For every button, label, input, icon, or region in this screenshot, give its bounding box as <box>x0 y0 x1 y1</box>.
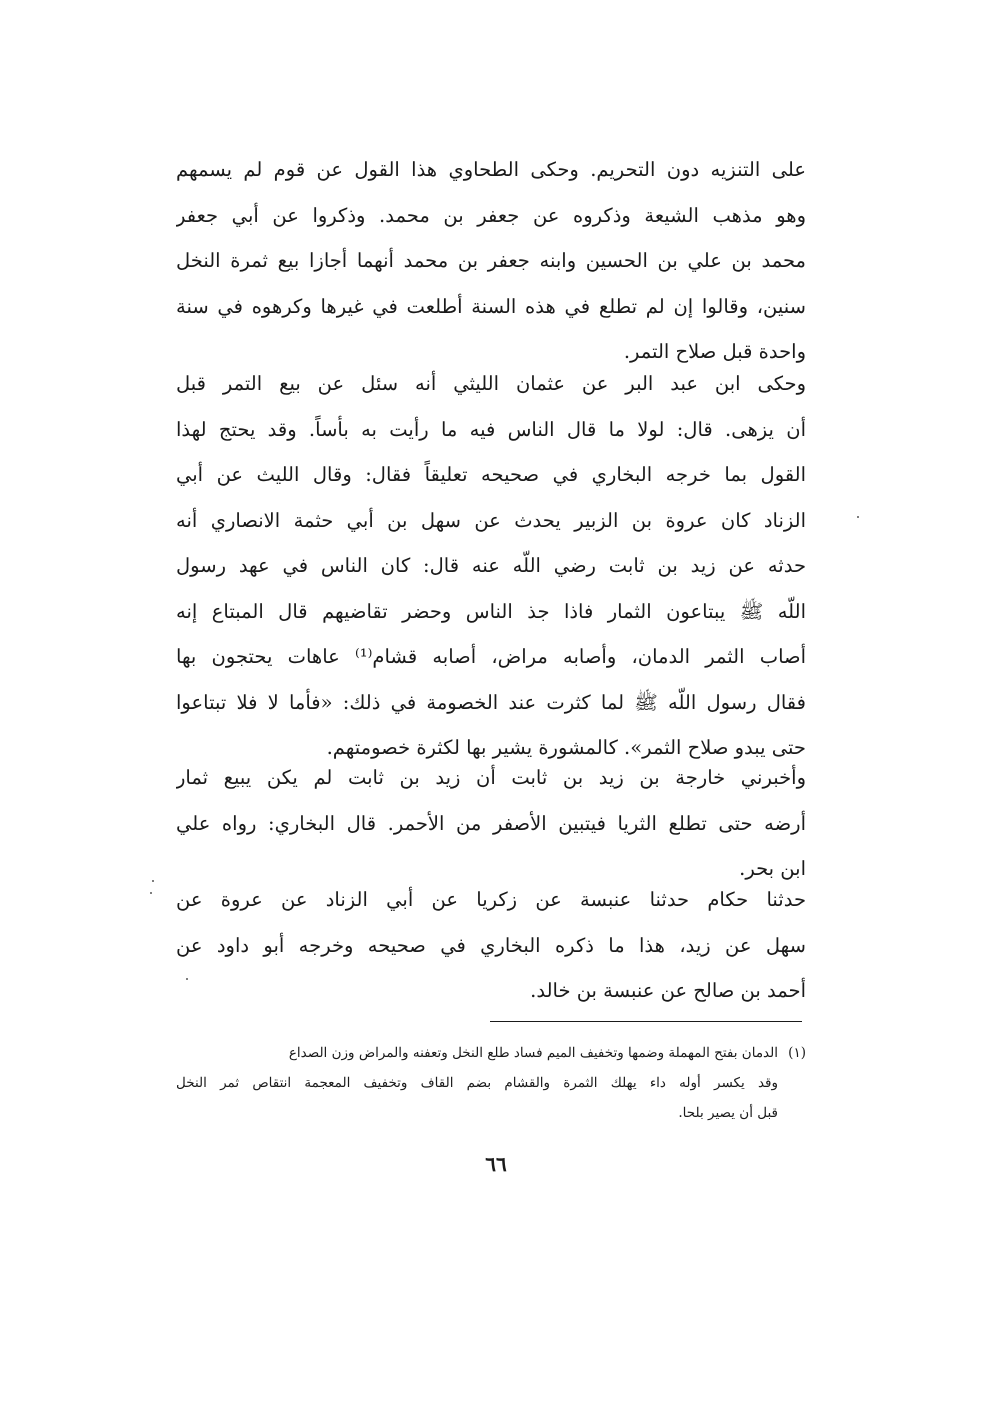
paragraph-line: وأخبرني خارجة بن زيد بن ثابت أن زيد بن ثابت لم يكن يبيع ثمار <box>176 766 806 789</box>
paragraph-line: على التنزيه دون التحريم. وحكى الطحاوي هذا القول عن قوم لم يسمهم <box>176 158 806 181</box>
footnote <box>176 1038 806 1128</box>
footnote-marker: (١) <box>788 1045 806 1061</box>
paragraph-4 <box>176 877 806 1014</box>
paragraph-line: أن يزهى. قال: لولا ما قال الناس فيه ما رأيت به بأساً. وقد يحتج لهذا <box>176 417 806 441</box>
paragraph-line: اللّه ﷺ يبتاعون الثمار فاذا جذ الناس وحضر تقاضيهم قال المبتاع إنه <box>176 599 806 623</box>
paragraph-line: حدثه عن زيد بن ثابت رضي اللّه عنه قال: كان الناس في عهد رسول <box>176 554 806 577</box>
paragraph-line: أحمد بن صالح عن عنبسة بن خالد. <box>530 979 806 1002</box>
paragraph-line: حدثنا حكام حدثنا عنبسة عن زكريا عن أبي الزناد عن عروة عن <box>176 888 806 911</box>
paragraph-line: القول بما خرجه البخاري في صحيحه تعليقاً فقال: وقال الليث عن أبي <box>176 463 806 486</box>
scan-speck <box>150 892 152 894</box>
paragraph-line: واحدة قبل صلاح التمر. <box>623 340 806 363</box>
paragraph-line: سهل عن زيد، هذا ما ذكره البخاري في صحيحه وخرجه أبو داود عن <box>176 933 806 957</box>
paragraph-line: محمد بن علي بن الحسين وابنه جعفر بن محمد أنهما أجازا بيع ثمرة النخل <box>176 249 806 272</box>
footnote-line-3: قبل أن يصير بلحا. <box>678 1105 778 1121</box>
paragraph-1 <box>176 147 806 375</box>
scan-speck <box>186 978 188 980</box>
footnote-line-1 <box>176 1038 806 1068</box>
scan-speck <box>857 516 859 518</box>
paragraph-2 <box>176 361 806 771</box>
paragraph-line: الزناد كان عروة بن الزبير يحدث عن سهل بن أبي حثمة الانصاري أنه <box>176 508 806 532</box>
footnote-line-2: وقد يكسر أوله داء يهلك الثمرة والقشام بضم القاف وتخفيف المعجمة انتقاص ثمر النخل <box>176 1075 778 1091</box>
footnote-text: الدمان بفتح المهملة وضمها وتخفيف الميم فساد طلع النخل وتعفنه والمراض وزن الصداع <box>288 1045 778 1061</box>
paragraph-line: سنين، وقالوا إن لم تطلع في هذه السنة أطلعت في غيرها وكرهوه في سنة <box>176 294 806 318</box>
paragraph-line: فقال رسول اللّه ﷺ لما كثرت عند الخصومة في ذلك: «فأما لا فلا تبتاعوا <box>176 690 806 714</box>
scan-speck <box>152 880 154 882</box>
footnote-divider <box>490 1021 802 1022</box>
page-number: ٦٦ <box>485 1152 507 1176</box>
paragraph-line: حتى يبدو صلاح الثمر». كالمشورة يشير بها لكثرة خصومتهم. <box>326 736 806 759</box>
paragraph-line: أصاب الثمر الدمان، وأصابه مراض، أصابه قشام⁽¹⁾ عاهات يحتجون بها <box>176 645 806 668</box>
paragraph-line: وهو مذهب الشيعة وذكروه عن جعفر بن محمد. وذكروا عن أبي جعفر <box>176 203 806 227</box>
paragraph-3 <box>176 755 806 892</box>
paragraph-line: ابن بحر. <box>739 857 806 880</box>
paragraph-line: وحكى ابن عبد البر عن عثمان الليثي أنه سئل عن بيع التمر قبل <box>176 372 806 395</box>
paragraph-line: أرضه حتى تطلع الثريا فيتبين الأصفر من الأحمر. قال البخاري: رواه علي <box>176 811 806 835</box>
